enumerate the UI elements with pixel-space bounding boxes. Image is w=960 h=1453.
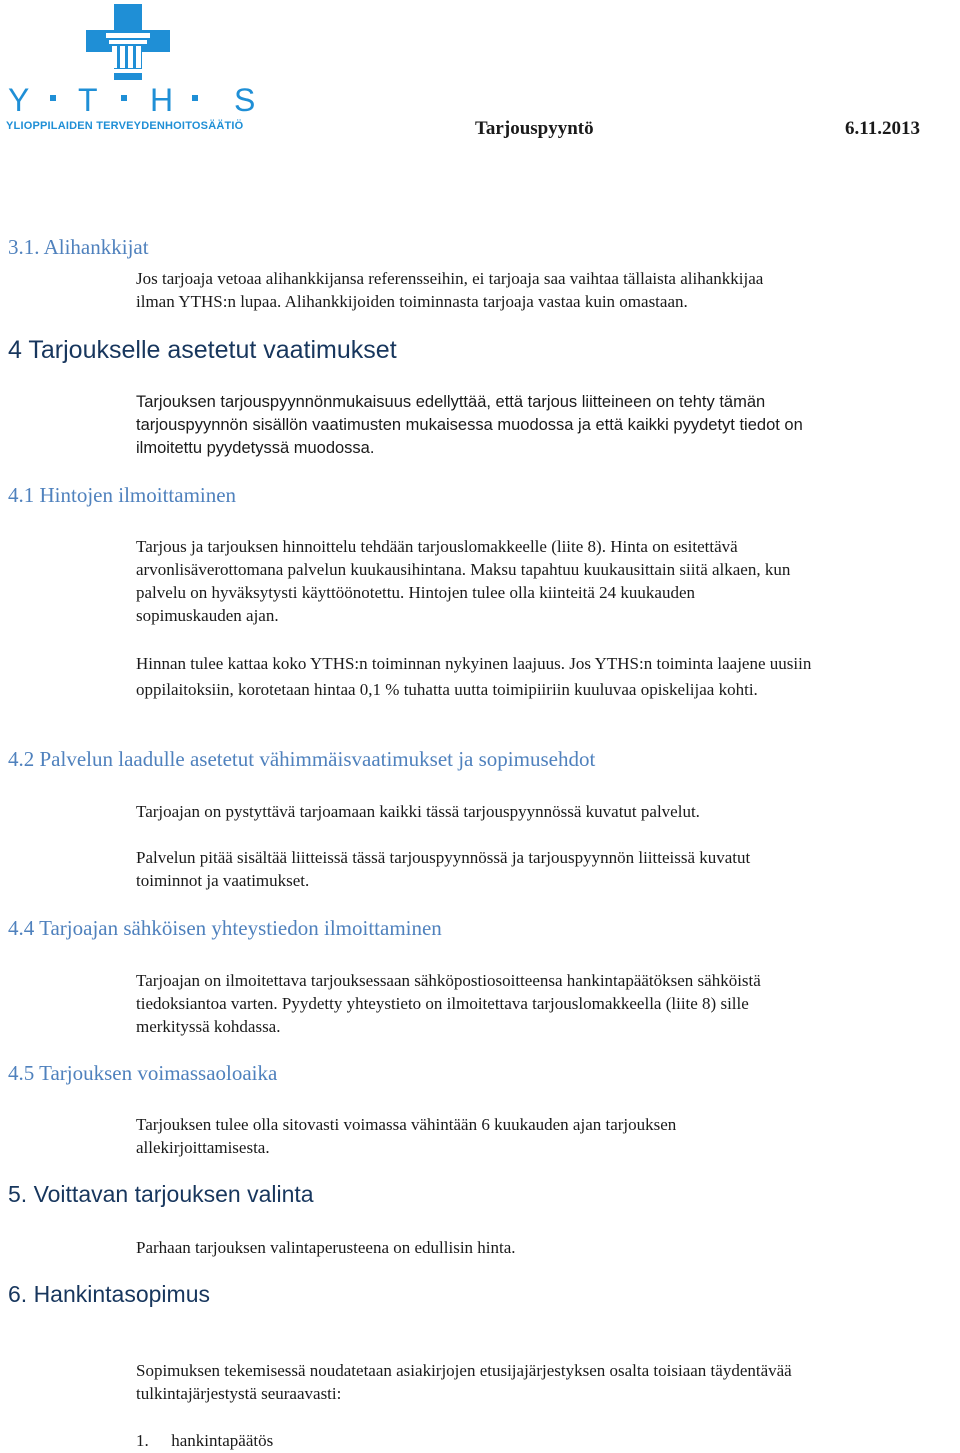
yths-cross-pillar-icon bbox=[6, 2, 262, 120]
paragraph-4-5 bbox=[136, 1113, 954, 1159]
text-line: sopimuskauden ajan. bbox=[136, 606, 279, 625]
text-line: toiminnot ja vaatimukset. bbox=[136, 871, 310, 890]
text-line: allekirjoittamisesta. bbox=[136, 1138, 270, 1157]
list-number: 1. bbox=[136, 1431, 149, 1450]
heading-5: 5. Voittavan tarjouksen valinta bbox=[8, 1181, 314, 1207]
text-line: tarjouspyynnön sisällön vaatimusten mukaisessa muodossa ja että kaikki pyydetyt tiedot on bbox=[136, 416, 803, 434]
paragraph-4-4 bbox=[136, 969, 954, 1038]
text-line: Tarjouksen tulee olla sitovasti voimassa vähintään 6 kuukauden ajan tarjouksen bbox=[136, 1115, 677, 1134]
document-date: 6.11.2013 bbox=[845, 118, 920, 139]
paragraph-4 bbox=[136, 391, 954, 460]
text-line: Parhaan tarjouksen valintaperusteena on edullisin hinta. bbox=[136, 1238, 516, 1257]
heading-4-5: 4.5 Tarjouksen voimassaoloaika bbox=[8, 1061, 278, 1085]
logo-letter-t: T bbox=[78, 82, 98, 118]
text-line: ilmoitettu pyydetyssä muodossa. bbox=[136, 439, 375, 457]
heading-4-4: 4.4 Tarjoajan sähköisen yhteystiedon ilmoittaminen bbox=[8, 916, 442, 940]
logo-letter-s: S bbox=[234, 82, 256, 118]
text-line: ilman YTHS:n lupaa. Alihankkijoiden toiminnasta tarjoaja vastaa kuin omastaan. bbox=[136, 292, 688, 311]
text-line: palvelu on hyväksytysti käyttöönotettu. Hintojen tulee olla kiinteitä 24 kuukauden bbox=[136, 583, 696, 602]
paragraph-4-1-b bbox=[136, 651, 954, 703]
paragraph-4-1-a bbox=[136, 535, 954, 627]
text-line: arvonlisäverottomana palvelun kuukausihintana. Maksu tapahtuu kuukausittain siitä alkaen, kun bbox=[136, 560, 791, 579]
text-line: tiedoksiantoa varten. Pyydetty yhteystieto on ilmoitettava tarjouslomakkeella (liite 8) sille bbox=[136, 994, 749, 1013]
heading-4-2: 4.2 Palvelun laadulle asetetut vähimmäisvaatimukset ja sopimusehdot bbox=[8, 747, 596, 771]
text-line: oppilaitoksiin, korotetaan hintaa 0,1 % tuhatta uutta toimipiiriin kuuluvaa opiskelijaa kohti. bbox=[136, 680, 758, 699]
heading-6: 6. Hankintasopimus bbox=[8, 1281, 210, 1307]
list-text: hankintapäätös bbox=[171, 1431, 274, 1450]
text-line: Tarjous ja tarjouksen hinnoittelu tehdään tarjouslomakkeelle (liite 8). Hinta on esitettävä bbox=[136, 537, 738, 556]
text-line: Sopimuksen tekemisessä noudatetaan asiakirjojen etusijajärjestyksen osalta toisiaan täydentävää bbox=[136, 1361, 792, 1380]
paragraph-4-2-b bbox=[136, 846, 954, 892]
list-item bbox=[136, 1429, 954, 1452]
text-line: Tarjoajan on pystyttävä tarjoamaan kaikki tässä tarjouspyynnössä kuvatut palvelut. bbox=[136, 802, 700, 821]
paragraph-6 bbox=[136, 1359, 954, 1405]
logo-letter-y: Y bbox=[8, 82, 30, 118]
yths-logo bbox=[6, 2, 262, 138]
text-line: merkityssä kohdassa. bbox=[136, 1017, 281, 1036]
paragraph-3-1 bbox=[136, 267, 954, 313]
text-line: Jos tarjoaja vetoaa alihankkijansa referensseihin, ei tarjoaja saa vaihtaa tällaista alihankkijaa bbox=[136, 269, 764, 288]
text-line: tulkintajärjestystä seuraavasti: bbox=[136, 1384, 342, 1403]
heading-3-1: 3.1. Alihankkijat bbox=[8, 235, 149, 259]
logo-subtitle: YLIOPPILAIDEN TERVEYDENHOITOSÄÄTIÖ bbox=[6, 120, 244, 132]
text-line: Tarjoajan on ilmoitettava tarjouksessaan sähköpostiosoitteensa hankintapäätöksen sähköistä bbox=[136, 971, 761, 990]
text-line: Tarjouksen tarjouspyynnönmukaisuus edellyttää, että tarjous liitteineen on tehty tämän bbox=[136, 393, 766, 411]
paragraph-4-2-a bbox=[136, 800, 954, 823]
heading-4: 4 Tarjoukselle asetetut vaatimukset bbox=[8, 336, 397, 364]
heading-4-1: 4.1 Hintojen ilmoittaminen bbox=[8, 483, 237, 507]
text-line: Hinnan tulee kattaa koko YTHS:n toiminnan nykyinen laajuus. Jos YTHS:n toiminta laajene uusiin bbox=[136, 654, 812, 673]
paragraph-5 bbox=[136, 1236, 954, 1259]
text-line: Palvelun pitää sisältää liitteissä tässä tarjouspyynnössä ja tarjouspyynnön liitteissä kuvatut bbox=[136, 848, 751, 867]
logo-letter-h: H bbox=[150, 82, 174, 118]
document-title: Tarjouspyyntö bbox=[475, 118, 594, 139]
